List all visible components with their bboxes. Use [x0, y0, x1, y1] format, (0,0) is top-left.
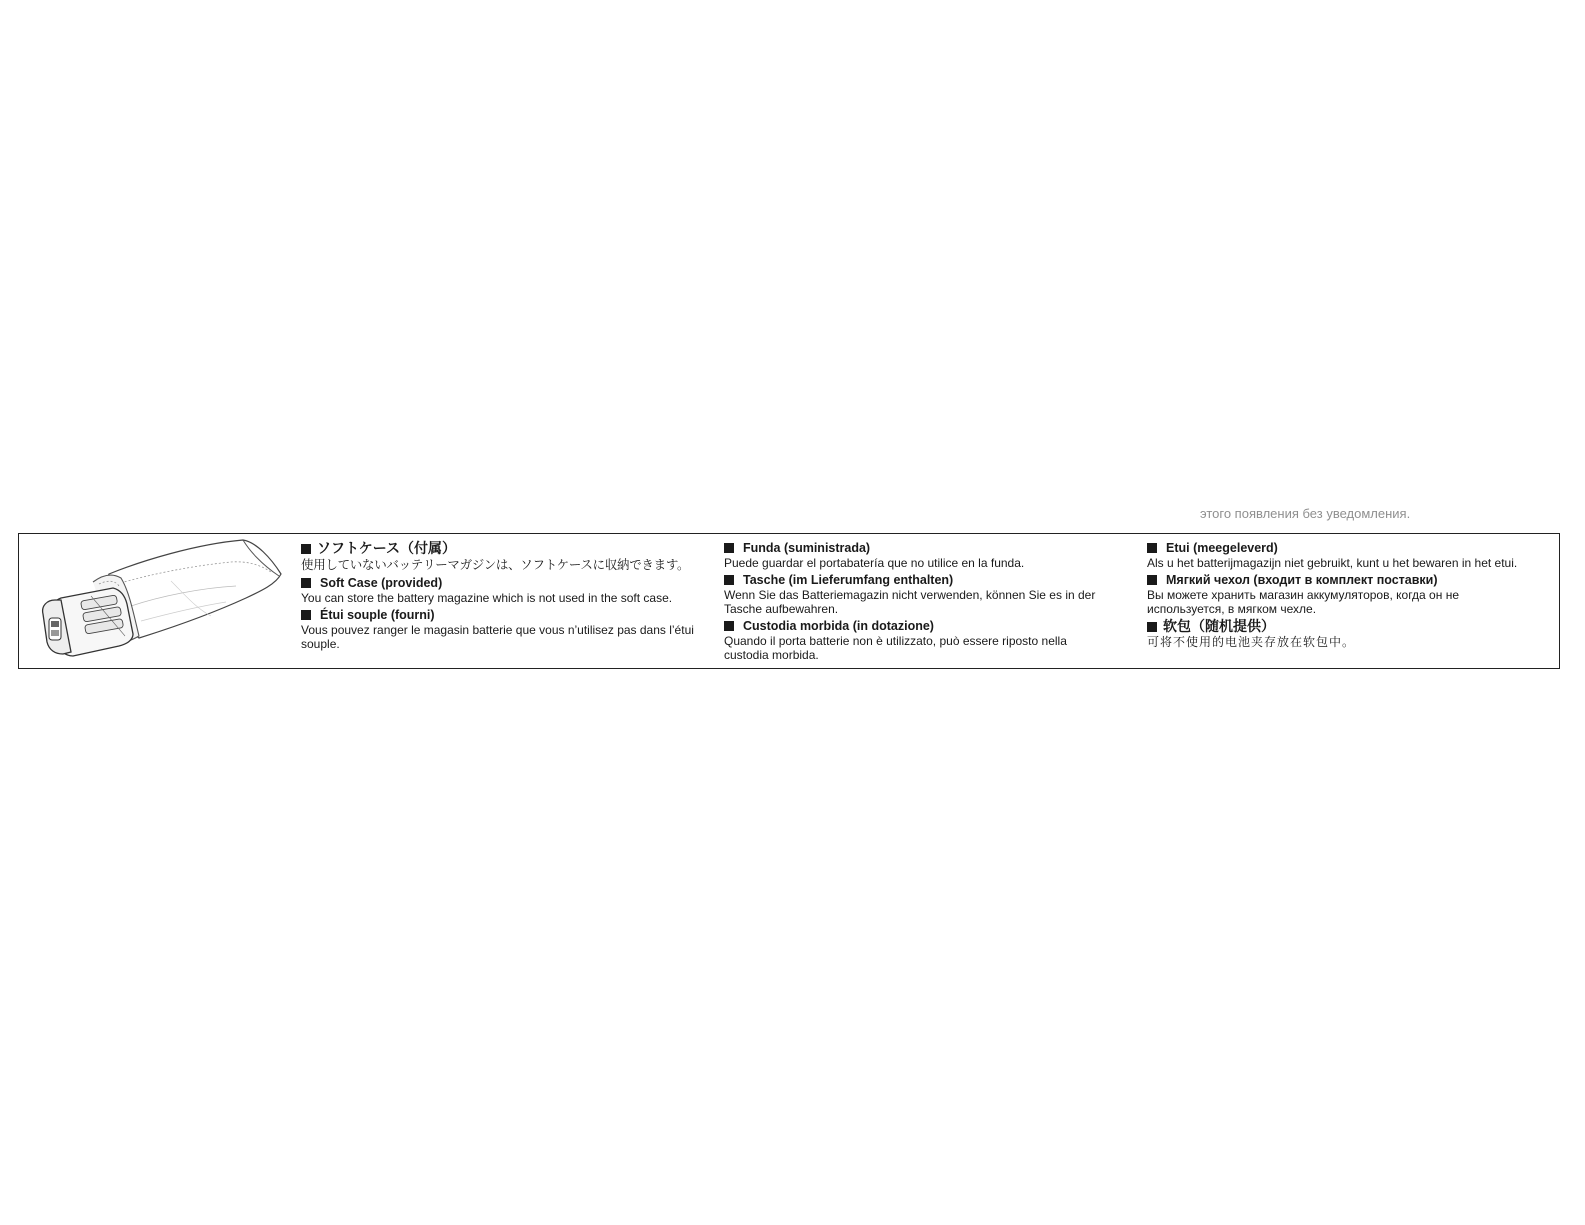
heading-german: Tasche (im Lieferumfang enthalten) [724, 572, 1134, 588]
text-french: Vous pouvez ranger le magasin batterie que vous n’utilisez pas dans l’étui souple. [301, 623, 694, 651]
heading-italian: Custodia morbida (in dotazione) [724, 618, 1134, 634]
soft-case-illustration [21, 536, 293, 666]
bullet-square-icon [724, 575, 734, 585]
text-russian: Вы можете хранить магазин аккумуляторов, когда он не используется, в мягком чехле. [1147, 588, 1459, 616]
section-english [301, 575, 721, 605]
bullet-square-icon [1147, 575, 1157, 585]
column-spanish-german-italian [724, 540, 1134, 664]
bullet-square-icon [724, 621, 734, 631]
section-italian [724, 618, 1134, 662]
text-english: You can store the battery magazine which is not used in the soft case. [301, 591, 673, 605]
bullet-square-icon [724, 543, 734, 553]
column-japanese-english-french [301, 540, 721, 653]
column-dutch-russian-chinese [1147, 540, 1557, 651]
bullet-square-icon [301, 544, 311, 554]
heading-dutch: Etui (meegeleverd) [1147, 540, 1557, 556]
soft-case-info-box [18, 533, 1560, 669]
section-spanish [724, 540, 1134, 570]
heading-french: Étui souple (fourni) [301, 607, 721, 623]
bullet-square-icon [301, 610, 311, 620]
heading-russian: Мягкий чехол (входит в комплект поставки) [1147, 572, 1557, 588]
text-chinese: 可将不使用的电池夹存放在软包中。 [1147, 635, 1356, 649]
cutoff-text-fragment [1200, 506, 1420, 521]
text-german: Wenn Sie das Batteriemagazin nicht verwenden, können Sie es in der Tasche aufbewahren. [724, 588, 1096, 616]
text-japanese: 使用していないバッテリーマガジンは、ソフトケースに収納できます。 [301, 558, 690, 572]
bullet-square-icon [1147, 622, 1157, 632]
text-spanish: Puede guardar el portabatería que no utilice en la funda. [724, 556, 1025, 570]
text-dutch: Als u het batterijmagazijn niet gebruikt, kunt u het bewaren in het etui. [1147, 556, 1518, 570]
heading-chinese: 软包（随机提供） [1147, 618, 1557, 635]
text-italian: Quando il porta batterie non è utilizzato, può essere riposto nella custodia morbida. [724, 634, 1067, 662]
heading-japanese: ソフトケース（付属） [301, 540, 721, 557]
section-russian [1147, 572, 1557, 616]
heading-english: Soft Case (provided) [301, 575, 721, 591]
bullet-square-icon [301, 578, 311, 588]
section-german [724, 572, 1134, 616]
section-french [301, 607, 721, 651]
section-japanese [301, 540, 721, 573]
heading-spanish: Funda (suministrada) [724, 540, 1134, 556]
section-chinese [1147, 618, 1557, 649]
section-dutch [1147, 540, 1557, 570]
bullet-square-icon [1147, 543, 1157, 553]
cutoff-text: этого появления без уведомления. [1200, 506, 1411, 521]
